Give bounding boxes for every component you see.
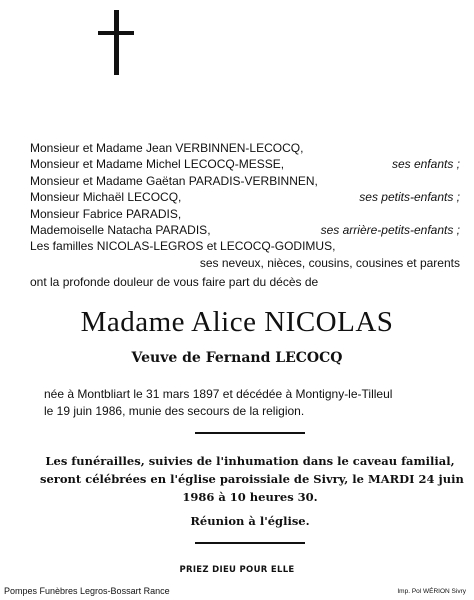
family-row <box>30 156 460 172</box>
announcement-intro: ont la profonde douleur de vous faire part du décès de <box>30 275 319 289</box>
cross-icon-bar <box>98 31 134 35</box>
family-row <box>30 255 460 271</box>
funeral-info <box>40 452 464 530</box>
printer-credit: Imp. Pol WÉRION Sivry <box>397 588 466 595</box>
birth-death-info <box>44 386 464 420</box>
family-role: ses enfants ; <box>391 157 460 172</box>
reunion-line: Réunion à l'église. <box>190 514 310 528</box>
widow-of: Veuve de Fernand LECOCQ <box>131 350 343 366</box>
family-row <box>30 222 460 238</box>
family-list <box>30 140 460 271</box>
prayer-line: PRIEZ DIEU POUR ELLE <box>179 565 295 575</box>
funeral-line: seront célébrées en l'église paroissiale de Sivry, le MARDI 24 juin <box>40 472 464 486</box>
birth-death-line: née à Montbliart le 31 mars 1897 et décédée à Montigny-le-Tilleul <box>44 387 393 401</box>
family-name: Mademoiselle Natacha PARADIS, <box>30 223 211 238</box>
funeral-home: Pompes Funèbres Legros-Bossart Rance <box>4 586 170 596</box>
divider <box>195 542 305 544</box>
family-role: ses petits-enfants ; <box>359 190 460 205</box>
family-role: ses arrière-petits-enfants ; <box>320 223 460 238</box>
family-name: Monsieur et Madame Michel LECOCQ-MESSE, <box>30 157 285 172</box>
family-name: Monsieur Fabrice PARADIS, <box>30 206 182 221</box>
cross-icon <box>114 10 119 75</box>
divider <box>195 432 305 434</box>
birth-death-line: le 19 juin 1986, munie des secours de la religion. <box>44 404 305 418</box>
deceased-name: Madame Alice NICOLAS <box>80 306 394 338</box>
funeral-line: Les funérailles, suivies de l'inhumation dans le caveau familial, <box>45 454 455 468</box>
family-name: Monsieur et Madame Gaëtan PARADIS-VERBINNEN, <box>30 173 318 188</box>
family-row <box>30 238 460 254</box>
family-row <box>30 140 460 156</box>
family-name: Les familles NICOLAS-LEGROS et LECOCQ-GODIMUS, <box>30 239 336 254</box>
family-name: Monsieur Michaël LECOCQ, <box>30 190 182 205</box>
family-row <box>30 206 460 222</box>
funeral-line: 1986 à 10 heures 30. <box>182 490 318 504</box>
family-row <box>30 189 460 205</box>
family-row <box>30 173 460 189</box>
family-name: ses neveux, nièces, cousins, cousines et parents <box>199 255 460 270</box>
family-name: Monsieur et Madame Jean VERBINNEN-LECOCQ, <box>30 141 304 155</box>
